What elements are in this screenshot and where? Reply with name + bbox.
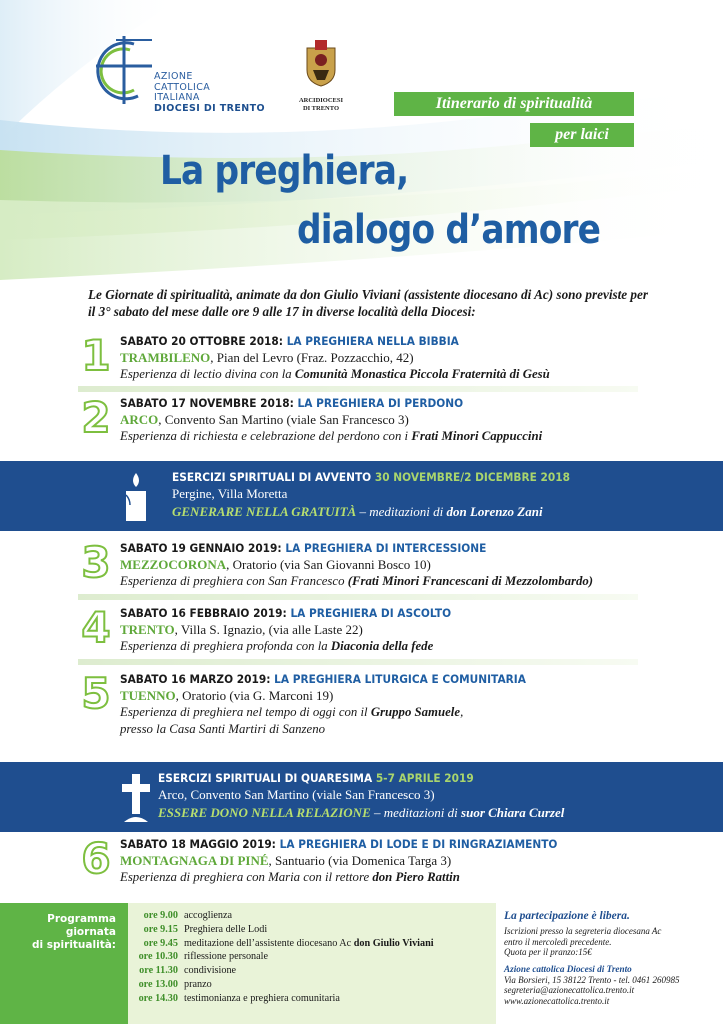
retreat-theme: GENERARE NELLA GRATUITÀ: [172, 504, 357, 519]
retreat-location: Pergine, Villa Moretta: [172, 486, 288, 501]
program-heading-line2: giornata: [65, 926, 116, 938]
itinerary-banner-line1: Itinerario di spiritualità: [394, 92, 634, 116]
schedule-time: ore 9.15: [143, 923, 178, 935]
event-date: SABATO 19 GENNAIO 2019:: [120, 541, 286, 555]
ac-logo-line3: ITALIANA: [154, 92, 200, 103]
retreat-location: Arco, Convento San Martino (viale San Francesco 3): [158, 787, 435, 802]
event-theme: LA PREGHIERA DI ASCOLTO: [290, 606, 452, 620]
program-schedule: [136, 909, 492, 1006]
event-desc: Esperienza di richiesta e celebrazione del perdono con i: [120, 429, 412, 443]
event-date: SABATO 18 MAGGIO 2019:: [120, 837, 280, 851]
info-note-line2: entro il mercoledì precedente.: [504, 936, 612, 947]
schedule-activity: riflessione personale: [184, 951, 269, 963]
event-desc: Esperienza di preghiera nel tempo di oggi con il: [120, 705, 371, 719]
info-title: La partecipazione è libera.: [504, 910, 630, 922]
event-location: , Oratorio (via G. Marconi 19): [175, 688, 334, 703]
event-desc-bold: don Piero Rattin: [372, 870, 460, 884]
schedule-activity: testimonianza e preghiera comunitaria: [184, 992, 340, 1004]
schedule-time: ore 10.30: [138, 951, 178, 963]
event-desc-bold: Diaconia della fede: [330, 639, 434, 653]
intro-text: Le Giornate di spiritualità, animate da don Giulio Viviani (assistente diocesano di Ac) sono previste per il 3° sabato del mese dalle ore 9 alle 17 in diverse località della Diocesi:: [88, 287, 649, 319]
event-desc: Esperienza di preghiera profonda con la: [120, 639, 331, 653]
divider: [78, 386, 638, 392]
retreat-by: – meditazioni di: [356, 504, 447, 519]
event-date: SABATO 16 MARZO 2019:: [120, 672, 275, 686]
event-desc-extra: presso la Casa Santi Martiri di Sanzeno: [120, 722, 325, 736]
event-desc-bold: (Frati Minori Francescani di Mezzolombardo): [347, 574, 594, 588]
schedule-time: ore 9.00: [143, 910, 178, 921]
page-title-line1: La preghiera,: [160, 148, 409, 194]
info-box: [496, 903, 723, 1024]
event-desc: Esperienza di preghiera con San Francesco: [120, 574, 348, 588]
footer: [0, 903, 723, 1024]
candle-icon: [116, 471, 156, 523]
schedule-time: ore 13.00: [138, 978, 178, 990]
retreat-speaker: suor Chiara Curzel: [461, 805, 565, 820]
ac-logo-line2: CATTOLICA: [154, 81, 211, 93]
schedule-row: [136, 964, 492, 978]
itinerary-banner-line2: per laici: [530, 123, 634, 147]
schedule-row: [136, 923, 492, 937]
event-place: MEZZOCORONA: [120, 557, 227, 572]
retreat-by: – meditazioni di: [370, 805, 462, 820]
arcidiocesi-line1: ARCIDIOCESI: [298, 97, 344, 104]
event-date: SABATO 16 FEBBRAIO 2019:: [120, 606, 291, 620]
retreat-label: ESERCIZI SPIRITUALI DI AVVENTO: [172, 470, 375, 484]
schedule-time: ore 9.45: [143, 937, 178, 949]
schedule-activity: Preghiera delle Lodi: [184, 923, 268, 935]
event-number: 6: [81, 834, 111, 883]
event-desc-bold: Comunità Monastica Piccola Fraternità di Gesù: [294, 367, 550, 381]
retreat-band-quaresima: [0, 762, 723, 832]
arcidiocesi-line2: DI TRENTO: [302, 105, 340, 112]
info-web-link[interactable]: www.azionecattolica.trento.it: [504, 995, 610, 1006]
program-heading-line3: di spiritualità:: [32, 939, 116, 951]
event-location: , Villa S. Ignazio, (via alle Laste 22): [174, 622, 363, 637]
event-place: TUENNO: [120, 688, 176, 703]
event-theme: LA PREGHIERA DI PERDONO: [297, 396, 464, 410]
schedule-row: [136, 978, 492, 992]
schedule-activity: meditazione dell’assistente diocesano Ac: [184, 937, 354, 949]
event-theme: LA PREGHIERA LITURGICA E COMUNITARIA: [274, 672, 526, 686]
event-place: TRAMBILENO: [120, 350, 211, 365]
program-heading-line1: Programma: [47, 913, 116, 925]
azione-cattolica-logo: [86, 30, 286, 114]
schedule-activity: accoglienza: [184, 910, 233, 921]
retreat-speaker: don Lorenzo Zani: [446, 504, 543, 519]
retreat-dates: 5-7 APRILE 2019: [375, 771, 474, 785]
ac-logo-line1: AZIONE: [154, 71, 193, 82]
event-desc-bold: Gruppo Samuele: [370, 705, 461, 719]
schedule-activity: pranzo: [184, 978, 212, 990]
event-desc: Esperienza di lectio divina con la: [120, 367, 295, 381]
event-number: 3: [81, 538, 111, 587]
cross-icon: [116, 772, 156, 824]
arcidiocesi-logo: [286, 38, 356, 113]
schedule-activity: condivisione: [184, 965, 237, 977]
event-date: SABATO 20 OTTOBRE 2018:: [120, 334, 287, 348]
event-desc-bold: Frati Minori Cappuccini: [411, 429, 543, 443]
schedule-time: ore 14.30: [138, 992, 178, 1004]
event-location: , Pian del Levro (Fraz. Pozzacchio, 42): [210, 350, 414, 365]
event-desc: Esperienza di preghiera con Maria con il rettore: [120, 870, 373, 884]
ac-logo-line4: DIOCESI DI TRENTO: [154, 102, 265, 114]
event-place: MONTAGNAGA DI PINÉ: [120, 853, 269, 868]
schedule-row: [136, 909, 492, 923]
program-heading: [0, 903, 128, 1024]
event-theme: LA PREGHIERA DI INTERCESSIONE: [285, 541, 487, 555]
event-location: , Oratorio (via San Giovanni Bosco 10): [226, 557, 431, 572]
schedule-row: [136, 992, 492, 1006]
schedule-time: ore 11.30: [139, 965, 178, 977]
event-number: 4: [81, 603, 111, 652]
event-location: , Convento San Martino (viale San Francesco 3): [158, 412, 409, 427]
schedule-row: [136, 950, 492, 964]
event-place: TRENTO: [120, 622, 175, 637]
event-number: 2: [81, 393, 111, 442]
event-theme: LA PREGHIERA NELLA BIBBIA: [286, 334, 459, 348]
divider: [78, 594, 638, 600]
retreat-band-avvento: [0, 461, 723, 531]
info-email-link[interactable]: segreteria@azionecattolica.trento.it: [504, 985, 635, 995]
retreat-label: ESERCIZI SPIRITUALI DI QUARESIMA: [158, 771, 376, 785]
info-org: Azione cattolica Diocesi di Trento: [504, 963, 632, 974]
schedule-row: [136, 937, 492, 951]
event-number: 1: [81, 331, 111, 380]
diocese-crest-icon: [301, 38, 341, 88]
info-note-line1: Iscrizioni presso la segreteria diocesana Ac: [504, 926, 662, 936]
event-theme: LA PREGHIERA DI LODE E DI RINGRAZIAMENTO: [279, 837, 558, 851]
info-address: Via Borsieri, 15 38122 Trento - tel. 0461 260985: [504, 974, 680, 985]
event-number: 5: [81, 669, 111, 718]
event-location: , Santuario (via Domenica Targa 3): [268, 853, 452, 868]
divider: [78, 659, 638, 665]
info-note-line3: Quota per il pranzo:15€: [504, 947, 592, 957]
page-title-line2: dialogo d’amore: [297, 207, 601, 253]
schedule-activity-bold: don Giulio Viviani: [353, 937, 434, 949]
retreat-theme: ESSERE DONO NELLA RELAZIONE: [158, 805, 371, 820]
retreat-dates: 30 NOVEMBRE/2 DICEMBRE 2018: [374, 470, 570, 484]
event-place: ARCO: [120, 412, 159, 427]
event-date: SABATO 17 NOVEMBRE 2018:: [120, 396, 298, 410]
